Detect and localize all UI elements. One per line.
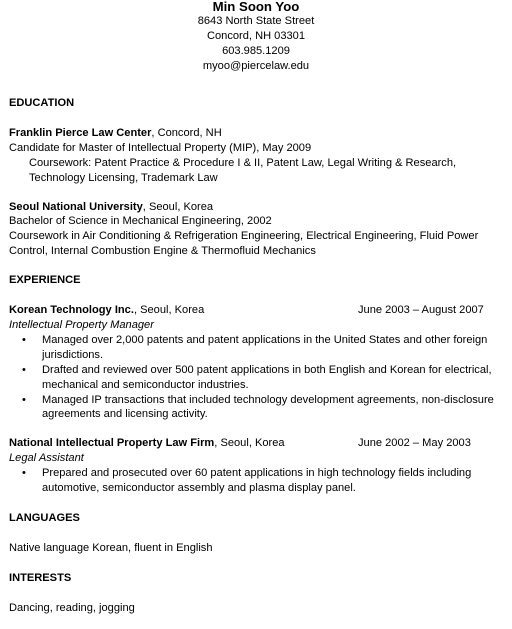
list-item xyxy=(0,333,512,363)
duty-text: Prepared and prosecuted over 60 patent applications in high technology fields including xyxy=(42,467,472,480)
coursework-line: Coursework in Air Conditioning & Refrigeration Engineering, Electrical Engineering, Fluid Power xyxy=(9,230,479,243)
degree-line: Candidate for Master of Intellectual Property (MIP), May 2009 xyxy=(9,141,312,154)
languages-text: Native language Korean, fluent in English xyxy=(9,541,213,554)
email-address: myoo@piercelaw.edu xyxy=(202,60,310,72)
company-name: National Intellectual Property Law Firm xyxy=(9,437,215,450)
list-item xyxy=(0,466,512,496)
interests-text: Dancing, reading, jogging xyxy=(9,601,135,614)
company-location: , Seoul, Korea xyxy=(133,304,205,317)
job-title: Intellectual Property Manager xyxy=(9,318,154,331)
bullet-icon: • xyxy=(22,363,26,376)
job-duties-list xyxy=(0,466,512,496)
list-item xyxy=(0,393,512,423)
duty-text: automotive, semiconductor assembly and plasma display panel. xyxy=(42,482,356,495)
school-location: , Seoul, Korea xyxy=(142,200,214,213)
job-title: Legal Assistant xyxy=(9,452,84,465)
school-name: Franklin Pierce Law Center xyxy=(9,126,152,139)
education-entry xyxy=(9,126,509,186)
school-name: Seoul National University xyxy=(9,200,143,213)
degree-line: Bachelor of Science in Mechanical Engineering, 2002 xyxy=(9,215,272,228)
duty-text: agreements and licensing activity. xyxy=(42,408,208,421)
education-heading: EDUCATION xyxy=(9,97,75,109)
duty-text: mechanical and semiconductor industries. xyxy=(42,378,249,391)
list-item xyxy=(0,363,512,393)
company-name: Korean Technology Inc. xyxy=(9,304,134,317)
coursework-line: Control, Internal Combustion Engine & Thermofluid Mechanics xyxy=(9,245,316,258)
city-state-zip: Concord, NH 03301 xyxy=(206,30,306,42)
duty-text: Drafted and reviewed over 500 patent applications in both English and Korean for electrical, xyxy=(42,363,492,376)
coursework-line: Technology Licensing, Trademark Law xyxy=(29,171,218,184)
job-duties-list xyxy=(0,333,512,422)
duty-text: Managed IP transactions that included technology development agreements, non-disclosure xyxy=(42,393,494,406)
applicant-name: Min Soon Yoo xyxy=(212,0,300,14)
resume-header xyxy=(0,0,512,74)
bullet-icon: • xyxy=(22,333,26,346)
street-address: 8643 North State Street xyxy=(197,15,315,27)
job-dates: June 2003 – August 2007 xyxy=(358,304,484,317)
duty-text: Managed over 2,000 patents and patent applications in the United States and other foreign xyxy=(42,333,488,346)
bullet-icon: • xyxy=(22,467,26,480)
languages-heading: LANGUAGES xyxy=(9,511,80,524)
bullet-icon: • xyxy=(22,393,26,406)
experience-heading: EXPERIENCE xyxy=(9,274,81,287)
education-entry xyxy=(9,200,509,260)
job-entry xyxy=(9,436,509,466)
school-location: , Concord, NH xyxy=(151,126,222,139)
interests-heading: INTERESTS xyxy=(9,571,72,584)
job-entry xyxy=(9,303,509,333)
phone-number: 603.985.1209 xyxy=(222,45,290,57)
coursework-line: Coursework: Patent Practice & Procedure I & II, Patent Law, Legal Writing & Research, xyxy=(29,156,457,169)
company-location: , Seoul, Korea xyxy=(214,437,285,450)
job-dates: June 2002 – May 2003 xyxy=(358,437,471,450)
duty-text: jurisdictions. xyxy=(42,348,104,361)
